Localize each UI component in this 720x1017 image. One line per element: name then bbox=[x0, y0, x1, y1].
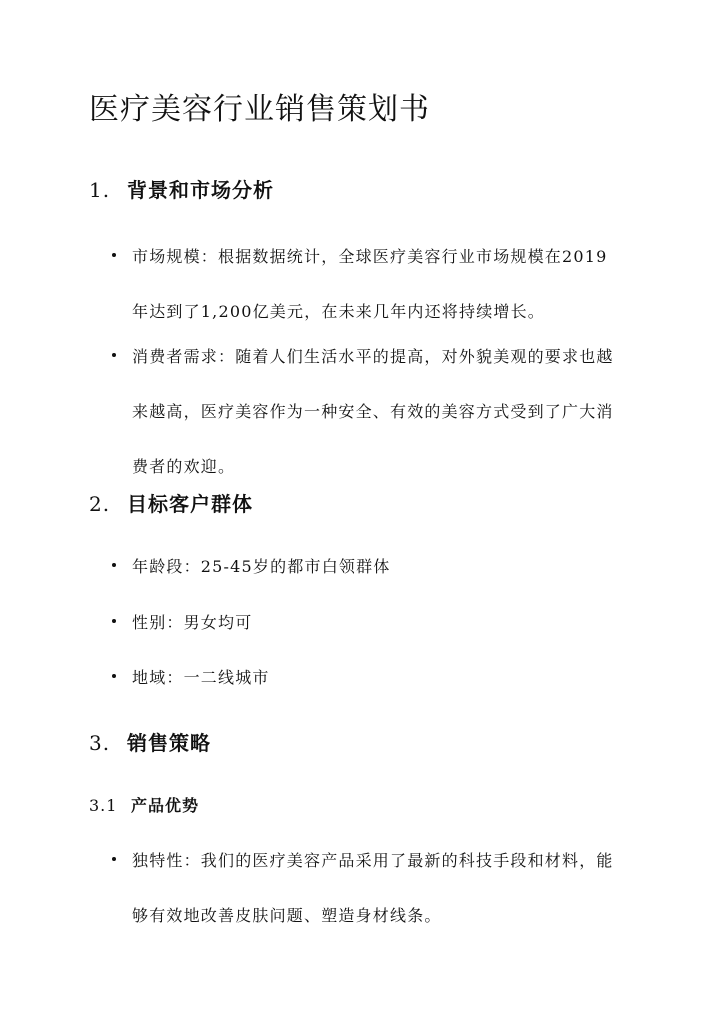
list-item-text: 市场规模：根据数据统计，全球医疗美容行业市场规模在2019年达到了1,200亿美元，在未来几年内还将持续增长。 bbox=[132, 247, 608, 321]
list-item bbox=[112, 833, 622, 943]
bullet-dot-icon bbox=[112, 353, 116, 357]
section-number: 1. bbox=[89, 178, 111, 202]
list-item bbox=[112, 595, 622, 650]
bullet-dot-icon bbox=[112, 563, 116, 567]
bullet-dot-icon bbox=[112, 674, 116, 678]
subsection-number: 3.1 bbox=[89, 796, 118, 815]
list-item bbox=[112, 329, 622, 494]
list-item-text: 独特性：我们的医疗美容产品采用了最新的科技手段和材料，能够有效地改善皮肤问题、塑造身材线条。 bbox=[132, 851, 614, 925]
section-title: 背景和市场分析 bbox=[127, 178, 274, 202]
section-title: 目标客户群体 bbox=[127, 492, 253, 516]
section-number: 3. bbox=[89, 731, 111, 755]
list-item-text: 消费者需求：随着人们生活水平的提高，对外貌美观的要求也越来越高，医疗美容作为一种安全、有效的美容方式受到了广大消费者的欢迎。 bbox=[132, 347, 614, 476]
list-item bbox=[112, 650, 622, 705]
document-title: 医疗美容行业销售策划书 bbox=[89, 92, 430, 127]
subsection-heading-3-1 bbox=[89, 793, 199, 816]
section-heading-3 bbox=[89, 727, 211, 756]
subsection-title: 产品优势 bbox=[131, 796, 200, 815]
section-title: 销售策略 bbox=[127, 731, 211, 755]
bullet-dot-icon bbox=[112, 619, 116, 623]
list-item-text: 年龄段：25-45岁的都市白领群体 bbox=[132, 557, 391, 576]
section-number: 2. bbox=[89, 492, 111, 516]
bullet-dot-icon bbox=[112, 253, 116, 257]
list-item-text: 性别：男女均可 bbox=[132, 613, 253, 632]
section-heading-2 bbox=[89, 488, 253, 517]
list-item-text: 地域：一二线城市 bbox=[132, 668, 270, 687]
list-item bbox=[112, 539, 622, 594]
list-item bbox=[112, 229, 622, 339]
bullet-dot-icon bbox=[112, 857, 116, 861]
section-heading-1 bbox=[89, 174, 274, 203]
